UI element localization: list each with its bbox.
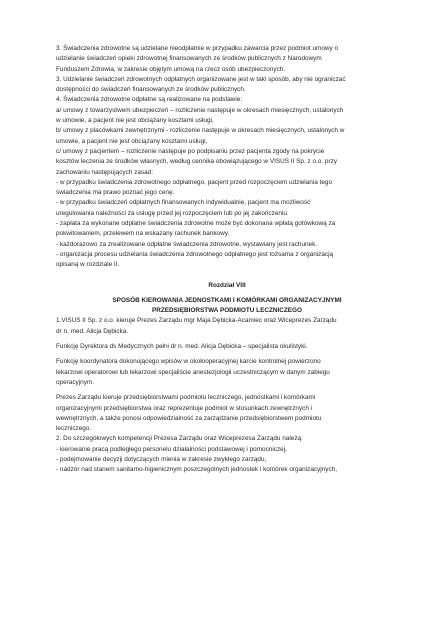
text-line: 1.VISUS II Sp. z o.o. kieruje Prezes Zarządu mgr Maja Dębicka-Acamiec oraz Wiceprezes Zarządu [56,317,337,325]
text-line: Prezes Zarządu kieruje przedsiębiorstwami podmiotu leczniczego, jednostkami i komórkami [56,394,316,402]
chapter-number: Rozdział VIII [208,281,246,289]
text-line: w umowie, a pacjent nie jest obciążany kosztami usługi, [56,117,214,125]
text-line: a/ umowy z towarzystwem ubezpieczeń – rozliczenie następuje w okresach miesięcznych, ustalonych [56,106,344,114]
chapter-title-line-2: PRZEDSIĘBIORSTWA PODMIOTU LECZNICZEGO [152,307,302,315]
text-line: umowie, a pacjent nie jest obciążany kosztami usługi, [56,137,208,145]
text-line: operacyjnym. [56,378,95,386]
text-line: 3. Świadczenia zdrowotne są udzielane nieodpłatnie w przypadku zawarcia przez podmiot umowy o [56,45,339,52]
text-line: - zapłata za wykonane odpłatne świadczenia zdrowotne może być dokonana wpłatą gotówkową za [56,220,336,228]
text-line: zachowaniu następujących zasad: [56,168,153,176]
text-line: kosztów leczenia ze środków własnych, według cennika obowiązującego w VISUS II Sp. z o.o. przy [56,158,337,166]
text-line: leczniczego. [56,425,92,433]
text-line: 2. Do szczegółowych kompetencji Prezesa Zarządu oraz Wiceprezesa Zarządu należą: [56,435,303,443]
text-line: świadczenia ma prawo poznać jego cenę. [56,189,175,197]
text-line: - organizacja procesu udzielania świadczenia zdrowotnego odpłatnego jest tożsama z organizacją [56,250,334,258]
text-line: Funduszem Zdrowia, w zakresie objętym umową na rzecz osób ubezpieczonych. [56,65,286,73]
text-line: dr n. med. Alicja Dębicka. [56,327,129,335]
text-line: Funkcję koordynatora dokonującego wpisów w okołooperacyjnej karcie kontrolnej powierzono [56,358,321,366]
text-line: uregulowania należności za usługę przed jej rozpoczęciem lub po jej zakończeniu. [56,209,289,217]
text-line: organizacyjnymi przedsiębiorstwa oraz reprezentuje podmiot w stosunkach zewnętrznych i [56,404,313,412]
text-line: - każdorazowo za zrealizowane odpłatne świadczenia zdrowotne, wystawiany jest rachunek. [56,240,318,248]
text-line: 3. Udzielanie świadczeń zdrowotnych odpłatnych organizowane jest w taki sposób, aby nie ograniczać [56,75,346,83]
text-line: - w przypadku świadczenia zdrowotnego odpłatnego, pacjent przed rozpoczęciem udzielania tego [56,178,333,186]
text-line: Funkcję Dyrektora ds Medycznych pełni dr n. med. Alicja Dębicka – specjalista okulistyki. [56,343,308,351]
text-line: dostępności do świadczeń finansowanych ze środków publicznych. [56,86,246,94]
text-line: wewnętrznych, a także ponosi odpowiedzialność za zarządzanie przedsiębiorstwem podmiotu [56,414,322,422]
text-line: lekarzowi operatorowi lub lekarzowi specjaliście anestezjologii uczestniczącym w danym zabiegu [56,368,330,376]
text-line: opisaną w rozdziale II. [56,261,120,269]
text-line: b/ umowy z placówkami zewnętrznymi - rozliczenie następuje w okresach miesięcznych, ustalonych w [56,127,345,135]
text-line: - w przypadku świadczeń odpłatnych finansowanych indywidualnie, pacjent ma możliwość [56,199,311,207]
text-line: udzielanie świadczeń opieki zdrowotnej finansowanych ze środków publicznych z Narodowym [56,55,322,63]
text-line: 4. Świadczenia zdrowotne odpłatne są realizowane na podstawie: [56,96,243,104]
text-line: - nadzór nad stanem sanitarno-higienicznym poszczególnych jednostek i komórek organizacyjnych, [56,466,337,474]
chapter-title-line-1: SPOSÓB KIEROWANIA JEDNOSTKAMI I KOMÓRKAMI ORGANIZACYJNYMI [112,296,342,304]
text-line: - kierowanie pracą podległego personelu działalności podstawowej i pomocniczej, [56,445,287,453]
text-line: - podejmowanie decyzji dotyczących mienia w zakresie zwykłego zarządu, [56,455,267,463]
text-line: c/ umowy z pacjentem – rozliczenie następuje po podpisaniu przez pacjenta zgody na pokrycie [56,147,325,155]
spacer [56,271,398,281]
text-line: pokwitowaniem, przelewem na wskazany rachunek bankowy. [56,230,230,238]
